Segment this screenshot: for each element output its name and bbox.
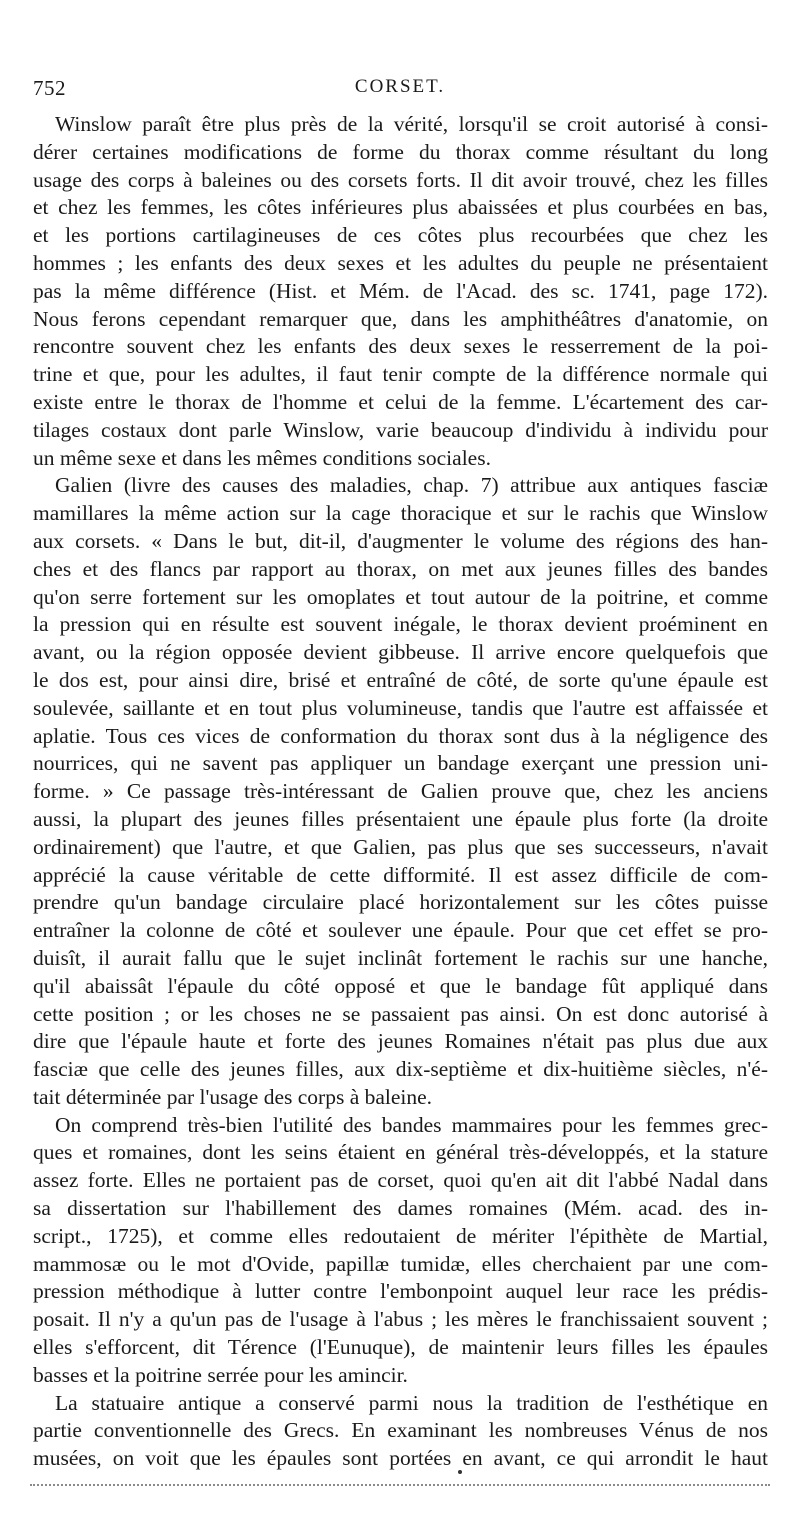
text-line: partie conventionnelle des Grecs. En examinant les nombreuses Vénus de nos xyxy=(33,1418,768,1443)
text-line: aussi, la plupart des jeunes filles présentaient une épaule plus forte (la droite xyxy=(33,806,768,831)
text-line: On comprend très-bien l'utilité des bandes mammaires pour les femmes grec- xyxy=(55,1112,768,1137)
text-line: ches et des flancs par rapport au thorax, on met aux jeunes filles des bandes xyxy=(33,556,768,581)
text-line: Winslow paraît être plus près de la vérité, lorsqu'il se croit autorisé à consi- xyxy=(55,112,768,136)
text-line: qu'on serre fortement sur les omoplates et tout autour de la poitrine, et comme xyxy=(33,584,768,609)
text-line: soulevée, saillante et en tout plus volumineuse, tandis que l'autre est affaissée et xyxy=(33,695,768,720)
text-line: dire que l'épaule haute et forte des jeunes Romaines n'était pas plus due aux xyxy=(33,1029,768,1054)
text-line: le dos est, pour ainsi dire, brisé et entraîné de côté, de sorte qu'une épaule est xyxy=(33,667,768,692)
text-line: Galien (livre des causes des maladies, chap. 7) attribue aux antiques fasciæ xyxy=(55,473,768,498)
text-line: entraîner la colonne de côté et soulever une épaule. Pour que cet effet se pro- xyxy=(33,918,768,943)
text-line: mamillares la même action sur la cage thoracique et sur le rachis que Winslow xyxy=(33,501,768,526)
text-line: cette position ; or les choses ne se passaient pas ainsi. On est donc autorisé à xyxy=(33,1001,768,1026)
text-line: avant, ou la région opposée devient gibbeuse. Il arrive encore quelquefois que xyxy=(33,640,768,665)
text-line: un même sexe et dans les mêmes conditions sociales. xyxy=(33,445,491,470)
text-line: ordinairement) que l'autre, et que Galien, pas plus que ses successeurs, n'avait xyxy=(33,834,768,859)
text-line: aplatie. Tous ces vices de conformation du thorax sont dus à la négligence des xyxy=(33,723,768,748)
text-line: duisît, il aurait fallu que le sujet inclinât fortement le rachis sur une hanche, xyxy=(33,945,768,970)
running-title: CORSET. xyxy=(354,76,446,97)
text-line: et les portions cartilagineuses de ces côtes plus recourbées que chez les xyxy=(33,223,768,248)
text-line: tait déterminée par l'usage des corps à baleine. xyxy=(33,1084,433,1109)
text-line: prendre qu'un bandage circulaire placé horizontalement sur les côtes puisse xyxy=(33,890,768,915)
page-number: 752 xyxy=(33,76,66,100)
text-line: assez forte. Elles ne portaient pas de corset, quoi qu'en ait dit l'abbé Nadal dans xyxy=(33,1168,768,1193)
text-line: mammosæ ou le mot d'Ovide, papillæ tumidæ, elles cherchaient par une com- xyxy=(33,1251,768,1276)
text-line: existe entre le thorax de l'homme et celui de la femme. L'écartement des car- xyxy=(33,389,768,414)
text-line: usage des corps à baleines ou des corsets forts. Il dit avoir trouvé, chez les filles xyxy=(33,167,768,192)
text-line: fasciæ que celle des jeunes filles, aux dix-septième et dix-huitième siècles, n'é- xyxy=(33,1057,768,1082)
footer-rule xyxy=(30,1484,770,1486)
body-text xyxy=(33,111,768,1473)
text-line: nourrices, qui ne savent pas appliquer un bandage exerçant une pression uni- xyxy=(33,751,768,776)
text-line: pression méthodique à lutter contre l'embonpoint auquel leur race les prédis- xyxy=(33,1279,768,1304)
text-line: qu'il abaissât l'épaule du côté opposé et que le bandage fût appliqué dans xyxy=(33,973,768,998)
text-line: ques et romaines, dont les seins étaient en général très-développés, et la stature xyxy=(33,1140,768,1165)
text-line: sa dissertation sur l'habillement des dames romaines (Mém. acad. des in- xyxy=(33,1196,768,1221)
text-line: La statuaire antique a conservé parmi nous la tradition de l'esthétique en xyxy=(55,1390,768,1415)
text-line: la pression qui en résulte est souvent inégale, le thorax devient proéminent en xyxy=(33,612,768,637)
text-line: rencontre souvent chez les enfants des deux sexes le resserrement de la poi- xyxy=(33,334,768,359)
text-line: hommes ; les enfants des deux sexes et les adultes du peuple ne présentaient xyxy=(33,250,768,275)
text-line: tilages costaux dont parle Winslow, varie beaucoup d'individu à individu pour xyxy=(33,417,768,442)
text-line: basses et la poitrine serrée pour les amincir. xyxy=(33,1362,408,1387)
text-line: musées, on voit que les épaules sont portées en avant, ce qui arrondit le haut xyxy=(33,1446,768,1471)
text-line: trine et que, pour les adultes, il faut tenir compte de la différence normale qui xyxy=(33,362,768,387)
text-line: apprécié la cause véritable de cette difformité. Il est assez difficile de com- xyxy=(33,862,768,887)
text-line: aux corsets. « Dans le but, dit-il, d'augmenter le volume des régions des han- xyxy=(33,528,768,553)
text-line: forme. » Ce passage très-intéressant de Galien prouve que, chez les anciens xyxy=(33,779,768,804)
printer-mark xyxy=(458,1470,462,1474)
text-line: elles s'efforcent, dit Térence (l'Eunuque), de maintenir leurs filles les épaules xyxy=(33,1335,768,1360)
text-line: dérer certaines modifications de forme du thorax comme résultant du long xyxy=(33,139,768,164)
text-line: Nous ferons cependant remarquer que, dans les amphithéâtres d'anatomie, on xyxy=(33,306,768,331)
text-line: script., 1725), et comme elles redoutaient de mériter l'épithète de Martial, xyxy=(33,1223,768,1248)
text-line: pas la même différence (Hist. et Mém. de l'Acad. des sc. 1741, page 172). xyxy=(33,278,768,303)
text-line: et chez les femmes, les côtes inférieures plus abaissées et plus courbées en bas, xyxy=(33,195,768,220)
text-line: posait. Il n'y a qu'un pas de l'usage à l'abus ; les mères le franchissaient souvent ; xyxy=(33,1307,768,1332)
